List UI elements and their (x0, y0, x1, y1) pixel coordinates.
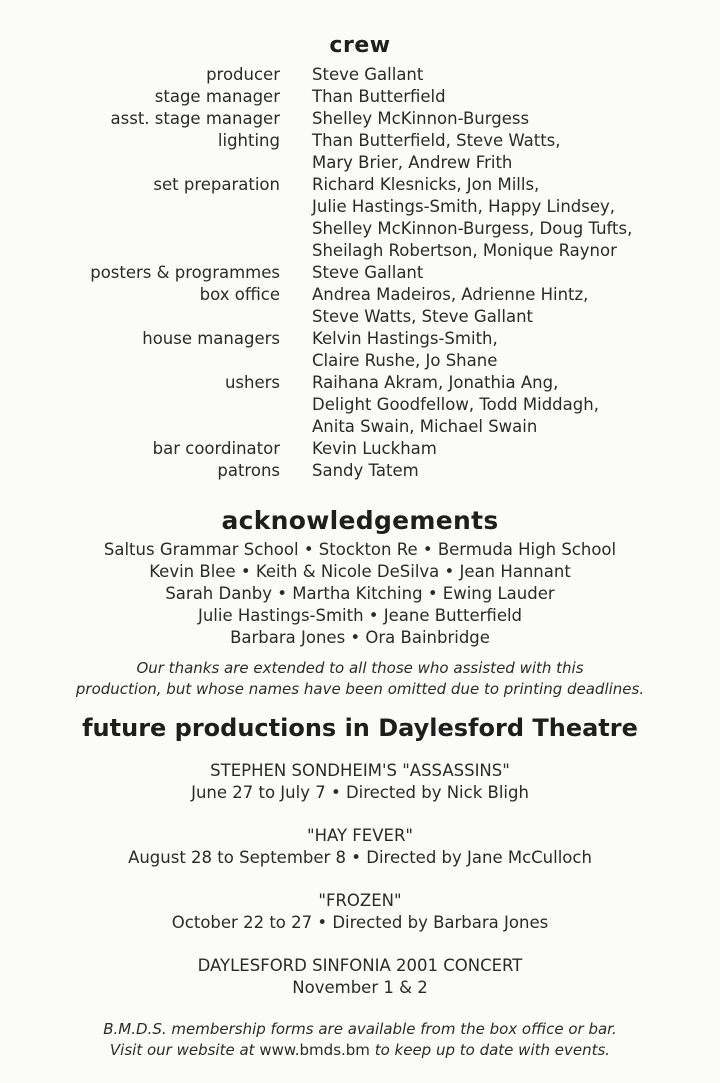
crew-role: stage manager (154, 87, 280, 106)
crew-row (0, 64, 720, 86)
acknowledgement-line: Sarah Danby • Martha Kitching • Ewing Lauder (165, 584, 555, 603)
production-entry (0, 890, 720, 934)
crew-role: producer (206, 65, 280, 84)
crew-names (312, 262, 720, 284)
crew-names (312, 108, 720, 130)
website-line (0, 1040, 720, 1061)
thanks-line: production, but whose names have been omitted due to printing deadlines. (75, 680, 645, 698)
membership-footer (0, 1019, 720, 1061)
thanks-line: Our thanks are extended to all those who assisted with this (136, 659, 584, 677)
production-details: October 22 to 27 • Directed by Barbara Jones (171, 913, 549, 932)
crew-name-line: Shelley McKinnon-Burgess (312, 109, 530, 128)
crew-role: box office (199, 285, 280, 304)
crew-row (0, 438, 720, 460)
crew-row (0, 284, 720, 328)
crew-name-line: Steve Watts, Steve Gallant (312, 307, 534, 326)
crew-role: set preparation (153, 175, 280, 194)
crew-names (312, 328, 720, 372)
production-details: November 1 & 2 (292, 978, 428, 997)
crew-name-line: Steve Gallant (312, 65, 424, 84)
crew-name-line: Andrea Madeiros, Adrienne Hintz, (312, 285, 589, 304)
crew-name-line: Steve Gallant (312, 263, 424, 282)
crew-names (312, 284, 720, 328)
production-title: DAYLESFORD SINFONIA 2001 CONCERT (197, 956, 523, 975)
crew-row (0, 108, 720, 130)
crew-name-line: Mary Brier, Andrew Frith (312, 153, 513, 172)
crew-name-line: Anita Swain, Michael Swain (312, 417, 538, 436)
crew-name-line: Than Butterfield, Steve Watts, (312, 131, 561, 150)
website-prefix: Visit our website at (109, 1041, 255, 1059)
crew-row (0, 86, 720, 108)
thanks-note (0, 658, 720, 700)
future-productions-heading: future productions in Daylesford Theatre (82, 714, 638, 742)
crew-row (0, 372, 720, 438)
crew-row (0, 174, 720, 262)
crew-name-line: Richard Klesnicks, Jon Mills, (312, 175, 540, 194)
crew-name-line: Sheilagh Robertson, Monique Raynor (312, 241, 617, 260)
crew-row (0, 130, 720, 174)
acknowledgement-line: Julie Hastings-Smith • Jeane Butterfield (197, 606, 523, 625)
crew-role: lighting (217, 131, 280, 150)
crew-table (0, 64, 720, 482)
acknowledgement-line: Barbara Jones • Ora Bainbridge (230, 628, 490, 647)
crew-names (312, 64, 720, 86)
future-productions-list (0, 760, 720, 1020)
acknowledgements-list (0, 539, 720, 649)
crew-names (312, 130, 720, 174)
production-entry (0, 760, 720, 804)
crew-names (312, 174, 720, 262)
crew-row (0, 262, 720, 284)
crew-name-line: Than Butterfield (312, 87, 446, 106)
crew-names (312, 372, 720, 438)
crew-role: asst. stage manager (110, 109, 280, 128)
crew-name-line: Raihana Akram, Jonathia Ang, (312, 373, 559, 392)
crew-names (312, 460, 720, 482)
acknowledgement-line: Saltus Grammar School • Stockton Re • Bermuda High School (103, 540, 617, 559)
crew-name-line: Kelvin Hastings-Smith, (312, 329, 498, 348)
crew-name-line: Shelley McKinnon-Burgess, Doug Tufts, (312, 219, 633, 238)
acknowledgement-line: Kevin Blee • Keith & Nicole DeSilva • Jean Hannant (149, 562, 571, 581)
crew-name-line: Kevin Luckham (312, 439, 437, 458)
production-title: STEPHEN SONDHEIM'S "ASSASSINS" (210, 761, 510, 780)
crew-role: patrons (217, 461, 280, 480)
crew-name-line: Sandy Tatem (312, 461, 419, 480)
acknowledgements-heading: acknowledgements (221, 506, 499, 535)
crew-role: bar coordinator (152, 439, 280, 458)
crew-name-line: Julie Hastings-Smith, Happy Lindsey, (312, 197, 616, 216)
crew-name-line: Delight Goodfellow, Todd Middagh, (312, 395, 599, 414)
production-title: "HAY FEVER" (306, 826, 413, 845)
production-title: "FROZEN" (318, 891, 402, 910)
crew-names (312, 86, 720, 108)
production-details: August 28 to September 8 • Directed by Jane McCulloch (128, 848, 592, 867)
production-entry (0, 955, 720, 999)
membership-line: B.M.D.S. membership forms are available from the box office or bar. (103, 1020, 617, 1038)
crew-heading: crew (329, 33, 391, 58)
crew-names (312, 438, 720, 460)
production-entry (0, 825, 720, 869)
crew-role: ushers (224, 373, 280, 392)
website-suffix: to keep up to date with events. (374, 1041, 611, 1059)
crew-row (0, 328, 720, 372)
website-link[interactable]: www.bmds.bm (259, 1041, 370, 1059)
crew-row (0, 460, 720, 482)
crew-role: posters & programmes (90, 263, 280, 282)
crew-name-line: Claire Rushe, Jo Shane (312, 351, 498, 370)
production-details: June 27 to July 7 • Directed by Nick Bligh (191, 783, 529, 802)
crew-role: house managers (142, 329, 280, 348)
